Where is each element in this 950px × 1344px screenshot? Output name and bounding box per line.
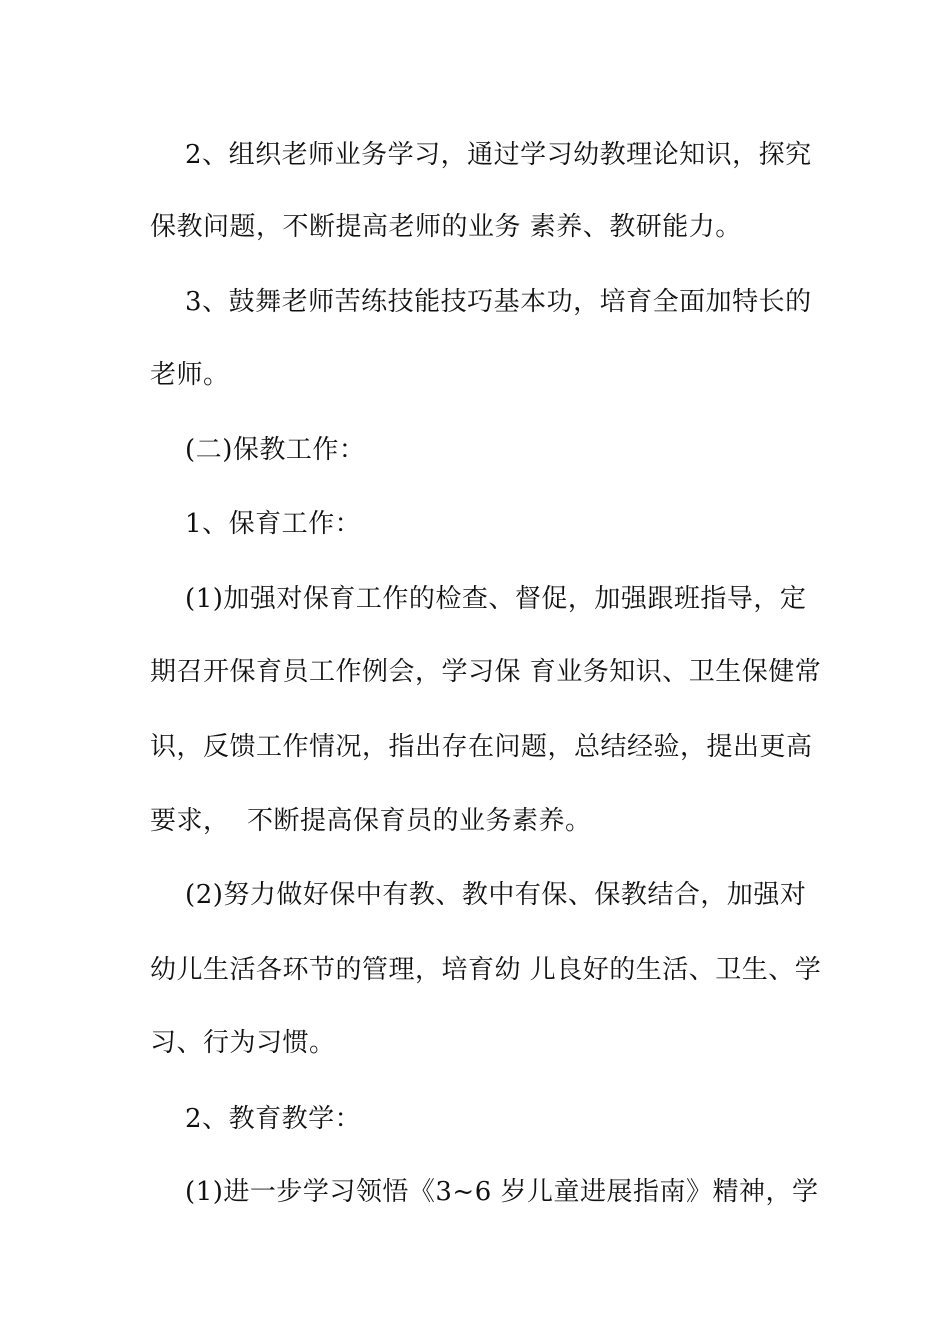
text-line: 识，反馈工作情况，指出存在问题，总结经验，提出更高 <box>150 732 813 762</box>
text-line: 老师。 <box>150 360 230 390</box>
text-line: 习、行为习惯。 <box>150 1028 336 1058</box>
text-line: 要求， 不断提高保育员的业务素养。 <box>150 806 592 836</box>
text-line: (1)加强对保育工作的检查、督促，加强跟班指导，定 <box>150 584 807 614</box>
text-line: 期召开保育员工作例会，学习保 育业务知识、卫生保健常 <box>150 657 822 687</box>
subsection-heading: 2、教育教学： <box>150 1104 362 1134</box>
text-line: 2、组织老师业务学习，通过学习幼教理论知识，探究 <box>150 140 812 170</box>
text-line: 保教问题，不断提高老师的业务 素养、教研能力。 <box>150 212 742 242</box>
section-heading: (二)保教工作： <box>150 435 366 465</box>
text-line: 3、鼓舞老师苦练技能技巧基本功，培育全面加特长的 <box>150 287 812 317</box>
subsection-heading: 1、保育工作： <box>150 509 362 539</box>
text-line: (1)进一步学习领悟《3~6 岁儿童进展指南》精神，学 <box>150 1177 819 1207</box>
text-line: 幼儿生活各环节的管理，培育幼 儿良好的生活、卫生、学 <box>150 955 822 985</box>
text-line: (2)努力做好保中有教、教中有保、保教结合，加强对 <box>150 880 807 910</box>
